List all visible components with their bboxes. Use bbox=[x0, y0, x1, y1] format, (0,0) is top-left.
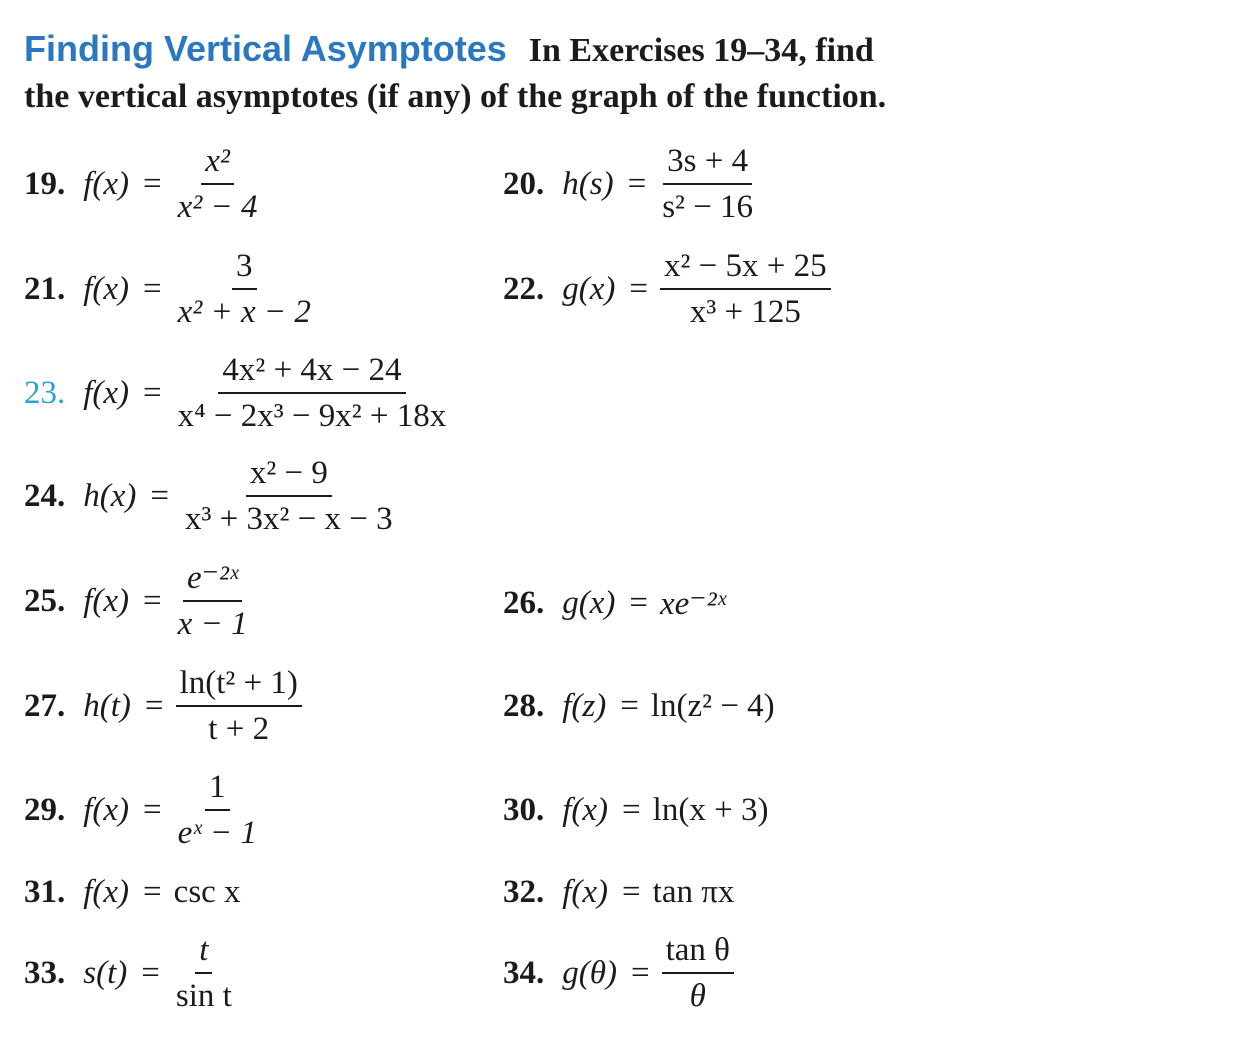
function-name: f(x) bbox=[83, 791, 130, 828]
expression: xe⁻²ˣ bbox=[660, 586, 726, 622]
equals-sign: = bbox=[143, 874, 162, 910]
exercise-30 bbox=[503, 792, 768, 829]
exercise-27 bbox=[24, 665, 302, 747]
equals-sign: = bbox=[143, 582, 162, 619]
fraction bbox=[181, 455, 397, 537]
equals-sign: = bbox=[143, 165, 162, 202]
exercise-number: 31. bbox=[24, 874, 66, 910]
exercise-34 bbox=[503, 932, 734, 1014]
fraction bbox=[174, 352, 451, 434]
function-name: f(x) bbox=[83, 582, 130, 619]
exercise-number: 27. bbox=[24, 687, 66, 724]
denominator: x − 1 bbox=[177, 606, 248, 642]
fraction bbox=[660, 248, 831, 330]
numerator: e⁻²ˣ bbox=[183, 560, 242, 602]
equals-sign: = bbox=[620, 688, 639, 724]
denominator: x⁴ − 2x³ − 9x² + 18x bbox=[177, 398, 447, 434]
expression: ln(x + 3) bbox=[652, 792, 769, 828]
exercise-32 bbox=[503, 874, 734, 911]
equals-sign: = bbox=[150, 477, 170, 514]
function-name: g(θ) bbox=[562, 954, 617, 991]
fraction bbox=[174, 769, 261, 851]
equals-sign: = bbox=[622, 792, 641, 828]
exercise-29 bbox=[24, 769, 261, 851]
exercise-23 bbox=[24, 352, 450, 434]
fraction bbox=[662, 932, 734, 1014]
numerator: x² bbox=[201, 143, 234, 185]
fraction bbox=[172, 932, 236, 1014]
function-name: f(x) bbox=[83, 165, 130, 202]
numerator: 4x² + 4x − 24 bbox=[218, 352, 405, 394]
denominator: x² + x − 2 bbox=[177, 294, 311, 330]
exercise-19 bbox=[24, 143, 261, 225]
function-name: h(t) bbox=[83, 687, 131, 724]
equals-sign: = bbox=[143, 270, 162, 307]
denominator: x³ + 3x² − x − 3 bbox=[185, 501, 393, 537]
exercise-number: 20. bbox=[503, 165, 545, 202]
function-name: f(x) bbox=[83, 270, 130, 307]
expression: csc x bbox=[173, 874, 241, 910]
numerator: x² − 9 bbox=[246, 455, 332, 497]
denominator: sin t bbox=[175, 978, 232, 1014]
numerator: 3 bbox=[232, 248, 257, 290]
exercise-number: 34. bbox=[503, 954, 545, 991]
denominator: eˣ − 1 bbox=[177, 815, 257, 851]
exercise-number: 33. bbox=[24, 954, 66, 991]
numerator: 3s + 4 bbox=[663, 143, 752, 185]
exercise-number: 30. bbox=[503, 792, 545, 828]
function-name: f(x) bbox=[562, 874, 609, 910]
equals-sign: = bbox=[629, 584, 649, 621]
function-name: h(x) bbox=[83, 477, 137, 514]
exercise-number: 32. bbox=[503, 874, 545, 910]
equals-sign: = bbox=[629, 270, 649, 307]
header bbox=[24, 26, 1024, 120]
numerator: x² − 5x + 25 bbox=[660, 248, 831, 290]
exercise-number: 22. bbox=[503, 270, 545, 307]
exercise-24 bbox=[24, 455, 397, 537]
exercise-33 bbox=[24, 932, 236, 1014]
fraction bbox=[174, 143, 262, 225]
exercise-number: 21. bbox=[24, 270, 66, 307]
section-title: Finding Vertical Asymptotes bbox=[24, 28, 507, 69]
instruction-rest: the vertical asymptotes (if any) of the graph of the function. bbox=[24, 78, 887, 115]
exercise-21 bbox=[24, 248, 315, 330]
exercise-28 bbox=[503, 688, 775, 725]
function-name: f(z) bbox=[562, 688, 607, 724]
equals-sign: = bbox=[622, 874, 641, 910]
function-name: g(x) bbox=[562, 584, 616, 621]
denominator: x³ + 125 bbox=[689, 294, 801, 330]
exercise-number: 28. bbox=[503, 688, 545, 724]
denominator: s² − 16 bbox=[662, 189, 754, 225]
numerator: ln(t² + 1) bbox=[176, 665, 302, 707]
fraction bbox=[176, 665, 302, 747]
function-name: f(x) bbox=[83, 374, 130, 411]
function-name: f(x) bbox=[83, 874, 130, 910]
equals-sign: = bbox=[630, 954, 650, 991]
exercise-number: 26. bbox=[503, 584, 545, 621]
numerator: 1 bbox=[205, 769, 230, 811]
equals-sign: = bbox=[143, 374, 162, 411]
exercise-20 bbox=[503, 143, 757, 225]
function-name: f(x) bbox=[562, 792, 609, 828]
exercise-22 bbox=[503, 248, 831, 330]
exercise-31 bbox=[24, 874, 241, 911]
denominator: t + 2 bbox=[208, 711, 270, 747]
exercise-26 bbox=[503, 583, 726, 623]
exercise-25 bbox=[24, 560, 252, 642]
exercise-number: 23. bbox=[24, 374, 66, 411]
fraction bbox=[174, 560, 252, 642]
expression: ln(z² − 4) bbox=[650, 688, 775, 724]
fraction bbox=[658, 143, 757, 225]
function-name: s(t) bbox=[83, 954, 128, 991]
instruction-lead: In Exercises 19–34, find bbox=[528, 32, 874, 69]
numerator: t bbox=[195, 932, 212, 974]
exercise-number: 29. bbox=[24, 791, 66, 828]
fraction bbox=[174, 248, 315, 330]
function-name: g(x) bbox=[562, 270, 616, 307]
exercise-number: 19. bbox=[24, 165, 66, 202]
equals-sign: = bbox=[627, 165, 647, 202]
equals-sign: = bbox=[143, 791, 162, 828]
expression: tan πx bbox=[652, 874, 735, 910]
equals-sign: = bbox=[144, 687, 164, 724]
numerator: tan θ bbox=[662, 932, 734, 974]
denominator: θ bbox=[689, 978, 706, 1014]
exercise-number: 25. bbox=[24, 582, 66, 619]
denominator: x² − 4 bbox=[177, 189, 258, 225]
function-name: h(s) bbox=[562, 165, 614, 202]
equals-sign: = bbox=[141, 954, 160, 991]
exercise-number: 24. bbox=[24, 477, 66, 514]
